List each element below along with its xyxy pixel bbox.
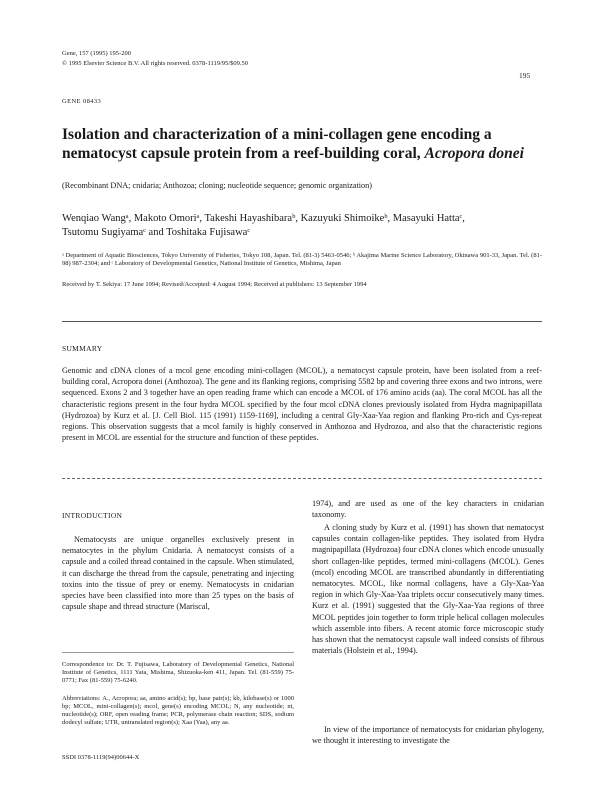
title-line-2: [62, 144, 542, 163]
intro-right-continuation: 1974), and are used as one of the key characters in cnidarian taxonomy.: [312, 499, 544, 520]
article-title: [62, 125, 542, 163]
abbreviations-note: Abbreviations: A., Acropora; aa, amino acid(s); bp, base pair(s); kb, kilobase(s) or 1000 bp; MCOL, mini-collagen(s); mcol, gene(s) encoding MCOL; N, any nucleotide; nt, nucleotide(s); ORF, open reading frame; PCR, polymerase chain reaction; SDS, sodium dodecyl sulfate; UTR, untranslated region(s); Xaa (Yaa), any aa.: [62, 695, 294, 726]
gene-id: GENE 08433: [62, 98, 102, 105]
intro-paragraph-1: Nematocysts are unique organelles exclusively present in nematocytes in the phylum Cnidaria. A nematocyst consists of a capsule and a coiled thread contained in the capsule. When stimulated, it can discharge the thread from the capsule, penetrating and injecting toxins into the tissue of prey or enemy. Nematocysts in cnidarian species have been classified into more than 25 types on the basis of capsule shape and thread structure (Mariscal,: [62, 535, 294, 612]
ssdi-code: SSDI 0378-1119(94)00644-X: [62, 754, 140, 761]
summary-text: Genomic and cDNA clones of a mcol gene encoding mini-collagen (MCOL), a nematocyst capsule protein, have been isolated from a reef-building coral, Acropora donei (Anthozoa). The gene and its flanking regions, comprising 5582 bp and covering three exons and two introns, were sequenced. Exons 2 and 3 together have an open reading frame which can encode a MCOL of 176 amino acids (aa). The coral MCOL has all the characteristic regions present in the four hydra MCOL specified by the four mcol cDNA clones previously isolated from Hydra magnipapillata (Hydrozoa) by Kurz et al. [J. Cell Biol. 115 (1991) 1159-1169], including a central Gly-Xaa-Yaa region and flanking Pro-rich and Cys-repeat regions. This observation suggests that a mcol family is highly conserved in Anthozoa and Hydrozoa, and also that the characteristic regions present in MCOL are essential for the structure and function of these peptides.: [62, 366, 542, 443]
journal-citation: Gene, 157 (1995) 195-200: [62, 50, 131, 57]
title-line-1: Isolation and characterization of a mini-collagen gene encoding a: [62, 126, 492, 143]
footnote-rule: [62, 652, 294, 653]
introduction-heading: INTRODUCTION: [62, 511, 123, 520]
authors-line-1: Wenqiao Wangᵃ, Makoto Omoriᵃ, Takeshi Hayashibaraᵇ, Kazuyuki Shimoikeᵇ, Masayuki Hattaᶜ,: [62, 213, 465, 224]
copyright-line: © 1995 Elsevier Science B.V. All rights reserved. 0378-1119/95/$09.50: [62, 60, 248, 67]
summary-rule: [62, 478, 542, 479]
affiliations: ᵃ Department of Aquatic Biosciences, Tokyo University of Fisheries, Tokyo 108, Japan. Tel. (81-3) 5463-0546; ᵇ Akajima Marine Science Laboratory, Okinawa 901-33, Japan. Tel. (81-98) 987-2304; and ᶜ Laboratory of Developmental Genetics, National Institute of Genetics, Mishima, Japan: [62, 252, 542, 267]
title-species: Acropora donei: [424, 145, 524, 162]
page-number: 195: [519, 71, 531, 80]
authors-line-2: Tsutomu Sugiyamaᶜ and Toshitaka Fujisawaᶜ: [62, 227, 251, 238]
header-rule: [62, 321, 542, 322]
received-dates: Received by T. Sekiya: 17 June 1994; Revised/Accepted: 4 August 1994; Received at publishers: 13 September 1994: [62, 281, 367, 288]
correspondence-note: Correspondence to: Dr. T. Fujisawa, Laboratory of Developmental Genetics, National Institute of Genetics, 1111 Yata, Mishima, Shizuoka-ken 411, Japan. Tel. (81-559) 75-0771; Fax (81-559) 75-6240.: [62, 661, 294, 684]
title-line-2-text: nematocyst capsule protein from a reef-building coral,: [62, 145, 425, 162]
keywords: (Recombinant DNA; cnidaria; Anthozoa; cloning; nucleotide sequence; genomic organization): [62, 181, 372, 190]
summary-heading: SUMMARY: [62, 344, 103, 353]
intro-paragraph-3: In view of the importance of nematocysts for cnidarian phylogeny, we thought it interesting to investigate the: [312, 725, 544, 746]
intro-paragraph-2: A cloning study by Kurz et al. (1991) has shown that nematocyst capsules contain collagen-like peptides. They isolated from Hydra magnipapillata (Hydrozoa) four cDNA clones which encode unusually short collagen-like peptides, termed mini-collagens (MCOL). Genes (mcol) encoding MCOL are transcribed abundantly in differentiating nematocytes. MCOL, like normal collagens, have a Gly-Xaa-Yaa region in which Gly-Xaa-Yaa triplets occur consecutively many times. Kurz et al. (1991) suggested that the Gly-Xaa-Yaa regions of three MCOL peptides join together to form triple helical collagen molecules which assemble into fibers. A recent atomic force microscopic study has shown that the nematocyst capsule wall indeed consists of fibrous materials (Holstein et al., 1994).: [312, 523, 544, 656]
authors: [62, 212, 552, 240]
